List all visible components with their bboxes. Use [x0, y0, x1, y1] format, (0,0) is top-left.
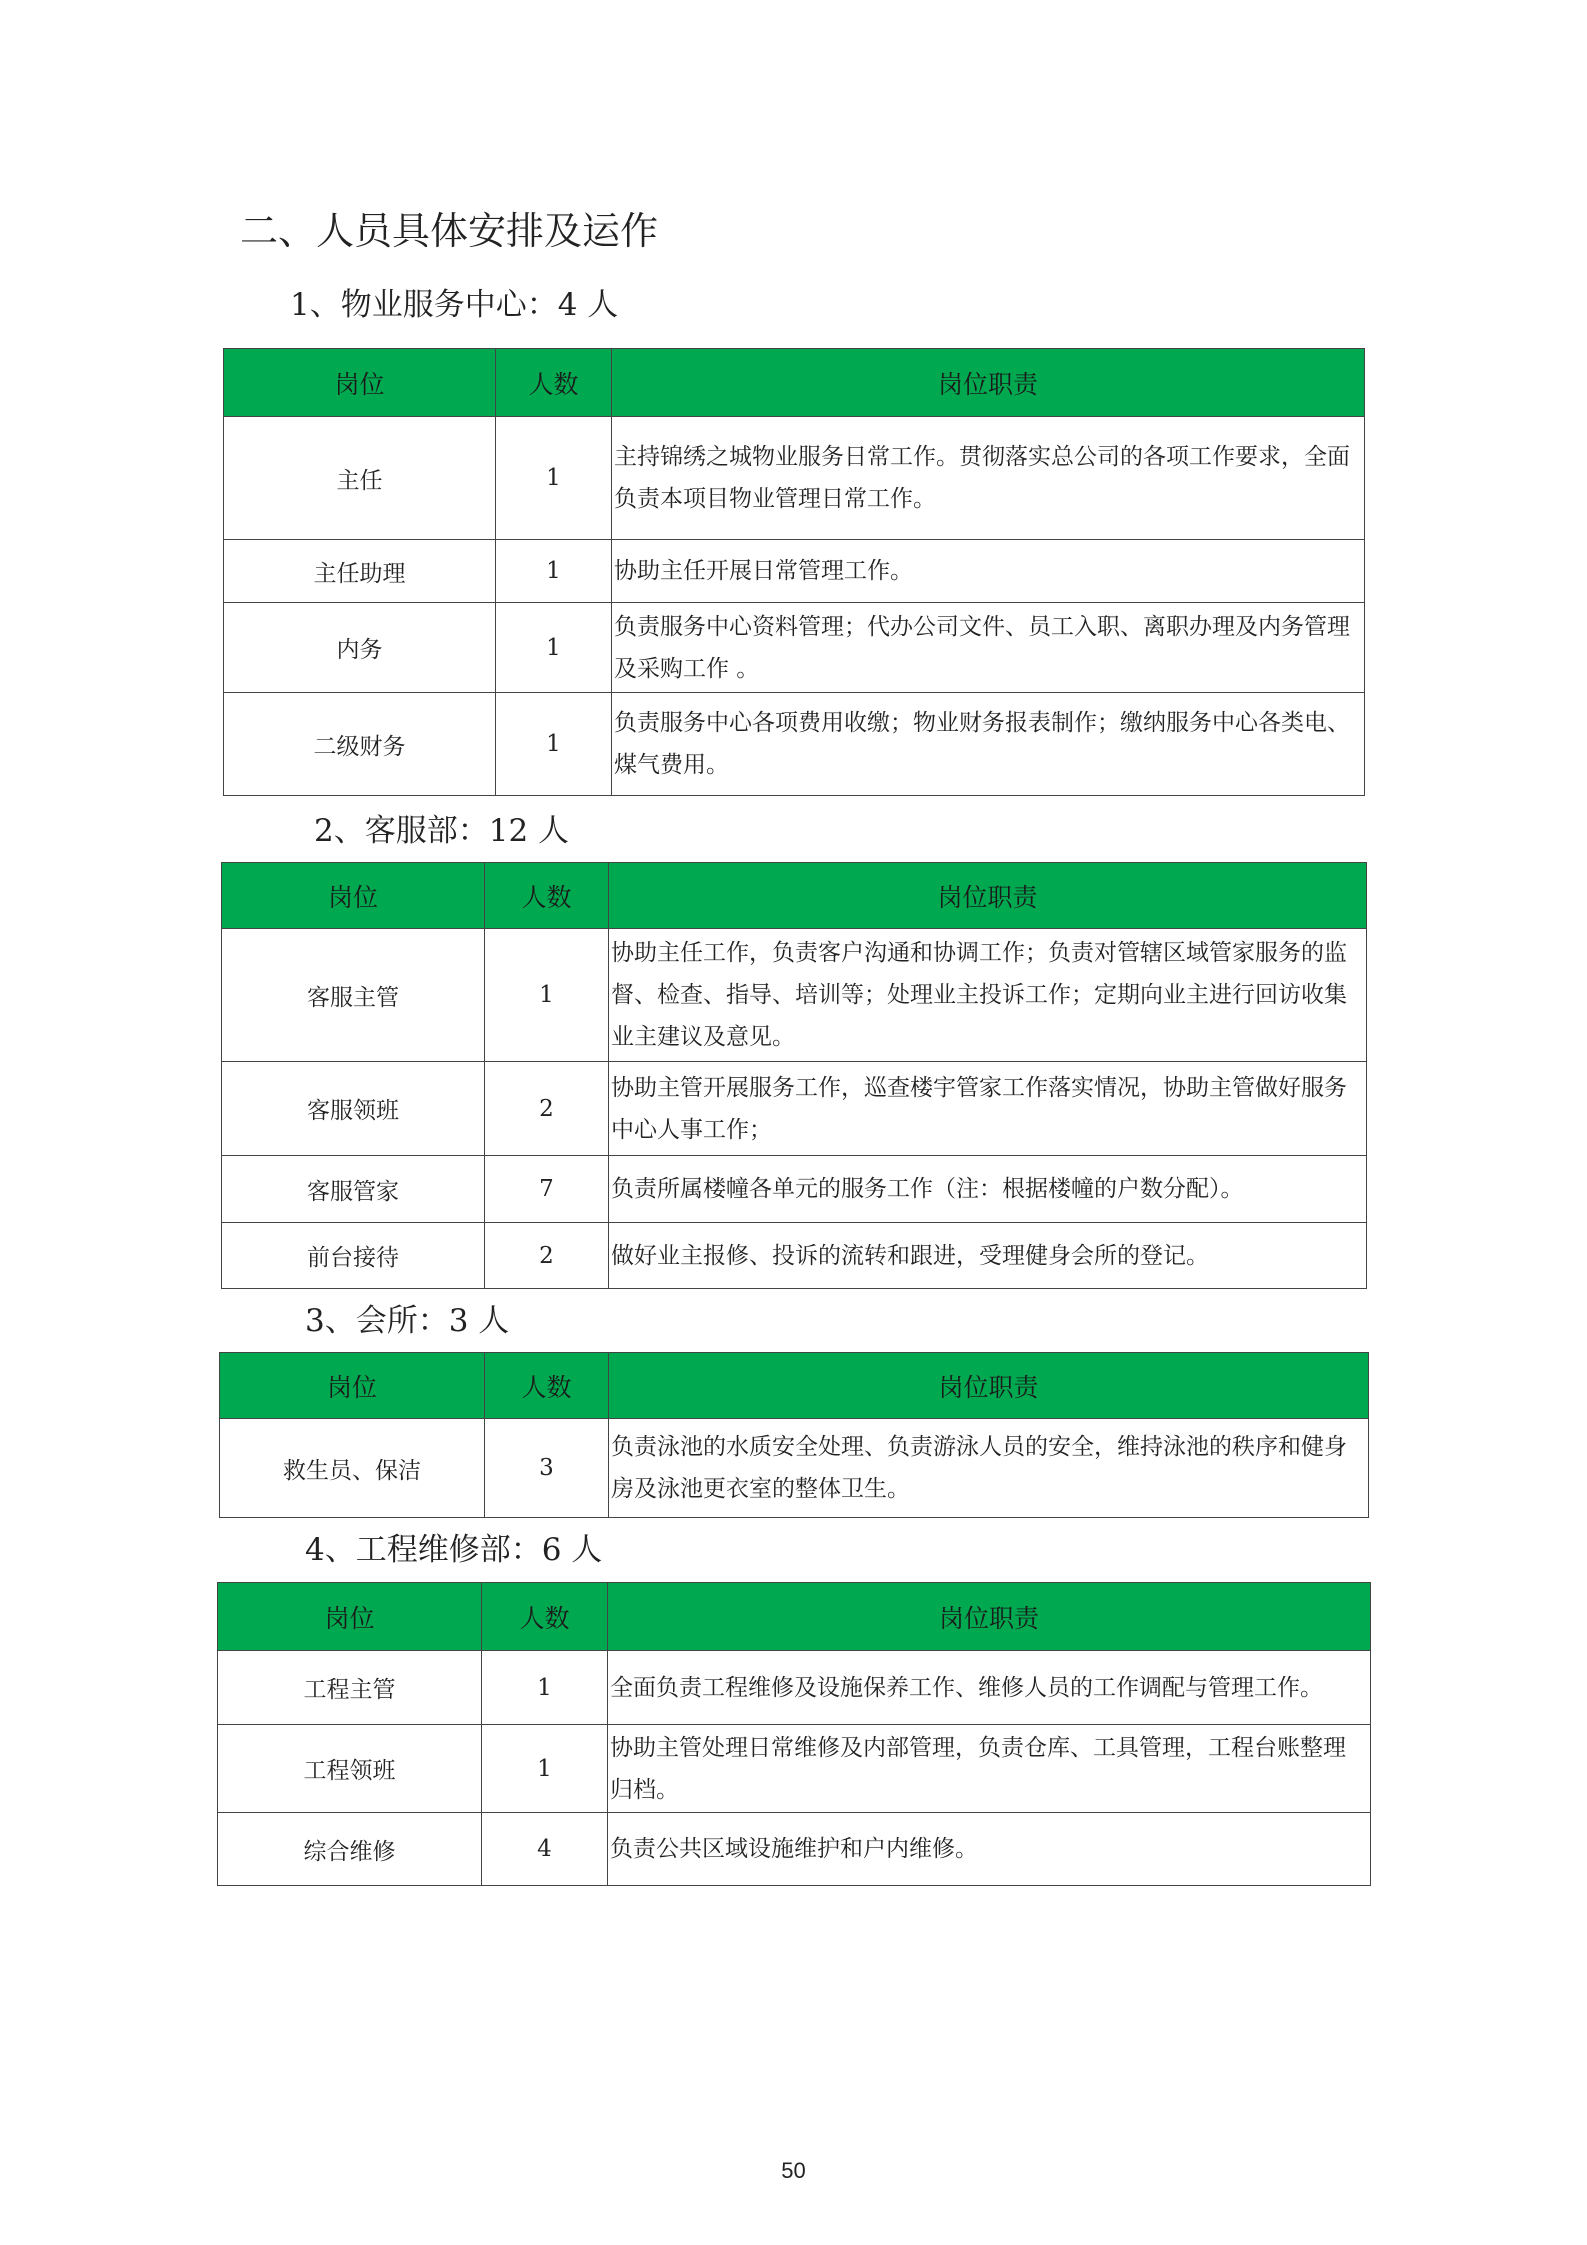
post-cell: 前台接待	[222, 1223, 485, 1289]
table-header-row	[224, 349, 1365, 417]
post-cell: 主任	[224, 417, 496, 540]
duty-cell: 负责泳池的水质安全处理、负责游泳人员的安全，维持泳池的秩序和健身房及泳池更衣室的整体卫生。	[609, 1419, 1369, 1518]
duty-cell: 协助主任工作，负责客户沟通和协调工作；负责对管辖区域管家服务的监督、检查、指导、培训等；处理业主投诉工作；定期向业主进行回访收集业主建议及意见。	[609, 929, 1367, 1062]
count-cell: 1	[496, 603, 612, 693]
post-cell: 内务	[224, 603, 496, 693]
header-post: 岗位	[222, 863, 485, 929]
header-count: 人数	[496, 349, 612, 417]
count-cell: 7	[485, 1156, 609, 1223]
post-cell: 综合维修	[218, 1813, 482, 1886]
section-title-service-center: 1、物业服务中心：4 人	[290, 287, 619, 323]
header-post: 岗位	[224, 349, 496, 417]
table-header-row	[220, 1353, 1369, 1419]
count-cell: 4	[482, 1813, 608, 1886]
table-row	[218, 1813, 1371, 1886]
post-cell: 客服领班	[222, 1062, 485, 1156]
count-cell: 1	[482, 1725, 608, 1813]
section-title-customer-service: 2、客服部：12 人	[314, 813, 570, 849]
count-cell: 1	[485, 929, 609, 1062]
table-row	[220, 1419, 1369, 1518]
header-post: 岗位	[220, 1353, 485, 1419]
table-row	[224, 417, 1365, 540]
duty-cell: 负责服务中心资料管理；代办公司文件、员工入职、离职办理及内务管理及采购工作 。	[612, 603, 1365, 693]
table-row	[224, 693, 1365, 796]
table-header-row	[218, 1583, 1371, 1651]
table-row	[222, 1062, 1367, 1156]
header-duty: 岗位职责	[612, 349, 1365, 417]
post-cell: 二级财务	[224, 693, 496, 796]
count-cell: 2	[485, 1223, 609, 1289]
duty-cell: 全面负责工程维修及设施保养工作、维修人员的工作调配与管理工作。	[608, 1651, 1371, 1725]
header-count: 人数	[485, 863, 609, 929]
post-cell: 工程领班	[218, 1725, 482, 1813]
section-title-clubhouse: 3、会所：3 人	[305, 1303, 510, 1339]
count-cell: 1	[496, 693, 612, 796]
table-row	[222, 1156, 1367, 1223]
section-title-engineering: 4、工程维修部：6 人	[305, 1532, 603, 1568]
table-row	[222, 929, 1367, 1062]
post-cell: 救生员、保洁	[220, 1419, 485, 1518]
count-cell: 1	[482, 1651, 608, 1725]
duty-cell: 主持锦绣之城物业服务日常工作。贯彻落实总公司的各项工作要求，全面负责本项目物业管理日常工作。	[612, 417, 1365, 540]
table-row	[218, 1651, 1371, 1725]
count-cell: 2	[485, 1062, 609, 1156]
duty-cell: 做好业主报修、投诉的流转和跟进，受理健身会所的登记。	[609, 1223, 1367, 1289]
duty-cell: 协助主任开展日常管理工作。	[612, 540, 1365, 603]
post-cell: 工程主管	[218, 1651, 482, 1725]
post-cell: 客服主管	[222, 929, 485, 1062]
table-customer-service	[221, 862, 1367, 1289]
post-cell: 主任助理	[224, 540, 496, 603]
duty-cell: 负责服务中心各项费用收缴；物业财务报表制作；缴纳服务中心各类电、煤气费用。	[612, 693, 1365, 796]
page-number: 50	[781, 2158, 806, 2183]
header-post: 岗位	[218, 1583, 482, 1651]
duty-cell: 协助主管处理日常维修及内部管理，负责仓库、工具管理，工程台账整理归档。	[608, 1725, 1371, 1813]
duty-cell: 负责所属楼幢各单元的服务工作（注：根据楼幢的户数分配）。	[609, 1156, 1367, 1223]
table-engineering	[217, 1582, 1371, 1886]
header-count: 人数	[485, 1353, 609, 1419]
table-row	[224, 603, 1365, 693]
table-header-row	[222, 863, 1367, 929]
header-count: 人数	[482, 1583, 608, 1651]
table-row	[218, 1725, 1371, 1813]
count-cell: 3	[485, 1419, 609, 1518]
duty-cell: 负责公共区域设施维护和户内维修。	[608, 1813, 1371, 1886]
header-duty: 岗位职责	[609, 1353, 1369, 1419]
header-duty: 岗位职责	[609, 863, 1367, 929]
post-cell: 客服管家	[222, 1156, 485, 1223]
page-title: 二、人员具体安排及运作	[240, 209, 659, 253]
duty-cell: 协助主管开展服务工作，巡查楼宇管家工作落实情况，协助主管做好服务中心人事工作；	[609, 1062, 1367, 1156]
count-cell: 1	[496, 417, 612, 540]
table-row	[222, 1223, 1367, 1289]
header-duty: 岗位职责	[608, 1583, 1371, 1651]
table-clubhouse	[219, 1352, 1369, 1518]
table-row	[224, 540, 1365, 603]
table-service-center	[223, 348, 1365, 796]
count-cell: 1	[496, 540, 612, 603]
